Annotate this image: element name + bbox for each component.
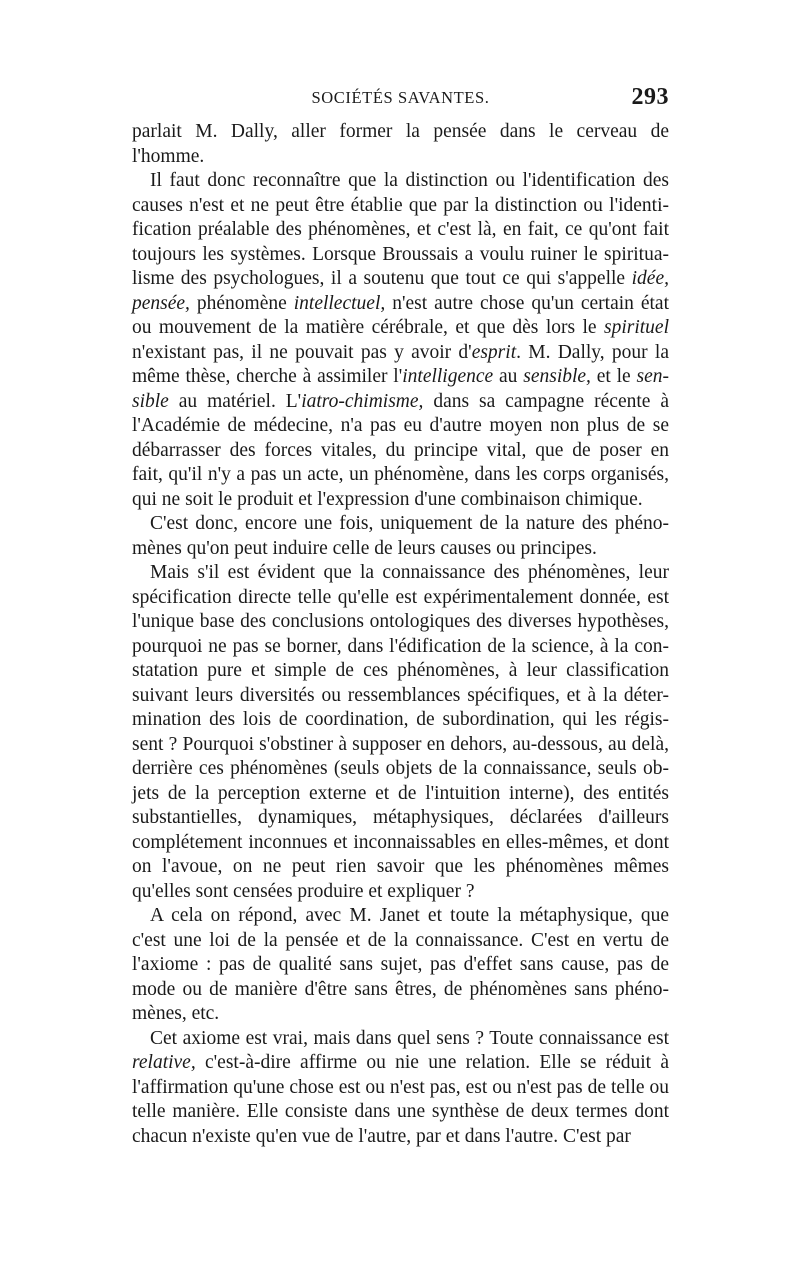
text-line: débarrasser des forces vitales, du principe vital, que de poser en — [132, 439, 669, 461]
text-line: fait, qu'il n'y a pas un acte, un phénomène, dans les corps organisés, — [132, 464, 669, 485]
text-line: l'unique base des conclusions ontologiques des diverses hypothèses, — [132, 611, 669, 632]
text-line: mènes qu'on peut induire celle de leurs causes ou principes. — [132, 537, 597, 559]
text-line: mènes, etc. — [132, 1003, 220, 1024]
book-page — [132, 84, 670, 1149]
text-line: relative, c'est-à-dire affirme ou nie une relation. Elle se réduit à — [132, 1052, 669, 1073]
text-line: A cela on répond, avec M. Janet et toute la métaphysique, que — [150, 905, 669, 926]
text-line: chacun n'existe qu'en vue de l'autre, par et dans l'autre. C'est par — [132, 1125, 631, 1147]
paragraph — [132, 561, 669, 904]
text-line: c'est une loi de la pensée et de la connaissance. C'est en vertu de — [132, 929, 669, 951]
paragraph — [132, 904, 669, 1027]
text-line: l'affirmation qu'une chose est ou n'est pas, est ou n'est pas de telle ou — [132, 1076, 669, 1098]
text-line: Il faut donc reconnaître que la distinction ou l'identification des — [150, 170, 669, 191]
text-line: toujours les systèmes. Lorsque Broussais a voulu ruiner le spiritua- — [132, 243, 669, 265]
text-line: Cet axiome est vrai, mais dans quel sens ? Toute connaissance est — [150, 1027, 669, 1049]
text-line: fication préalable des phénomènes, et c'est là, en fait, ce qu'ont fait — [132, 219, 669, 240]
text-line: jets de la perception externe et de l'intuition interne), des entités — [132, 782, 669, 804]
text-line: sible au matériel. L'iatro-chimisme, dans sa campagne récente à — [132, 390, 669, 412]
text-line: ou mouvement de la matière cérébrale, et que dès lors le spirituel — [132, 317, 669, 338]
text-line: sent ? Pourquoi s'obstiner à supposer en dehors, au-dessous, au delà, — [132, 733, 669, 755]
text-line: mination des lois de coordination, de subordination, qui les régis- — [132, 709, 669, 730]
text-line: mode ou de manière d'être sans êtres, de phénomènes sans phéno- — [132, 978, 669, 1000]
text-line: telle manière. Elle consiste dans une synthèse de deux termes dont — [132, 1101, 669, 1122]
running-title: SOCIÉTÉS SAVANTES. — [311, 88, 490, 107]
text-line: causes n'est et ne peut être établie que par la distinction ou l'identi- — [132, 194, 669, 216]
text-line: parlait M. Dally, aller former la pensée dans le cerveau de — [132, 121, 669, 142]
text-line: lisme des psychologues, il a soutenu que tout ce qui s'appelle idée, — [132, 268, 669, 289]
text-line: qui ne soit le produit et l'expression d'une combinaison chimique. — [132, 488, 643, 510]
paragraph — [132, 169, 669, 512]
running-head — [132, 84, 669, 116]
text-line: complétement inconnues et inconnaissables en elles-mêmes, et dont — [132, 831, 669, 853]
paragraph — [132, 1027, 669, 1150]
text-line: l'homme. — [132, 145, 205, 167]
text-line: Mais s'il est évident que la connaissance des phénomènes, leur — [150, 562, 669, 583]
page-number: 293 — [631, 84, 669, 110]
text-line: on l'avoue, on ne peut rien savoir que les phénomènes mêmes — [132, 856, 669, 877]
text-line: l'Académie de médecine, n'a pas eu d'autre moyen non plus de se — [132, 415, 669, 436]
text-line: derrière ces phénomènes (seuls objets de la connaissance, seuls ob- — [132, 758, 669, 779]
body-text — [132, 120, 669, 1149]
text-line: C'est donc, encore une fois, uniquement de la nature des phéno- — [150, 513, 669, 534]
text-line: statation pure et simple de ces phénomènes, à leur classification — [132, 660, 669, 681]
text-line: substantielles, dynamiques, métaphysiques, déclarées d'ailleurs — [132, 807, 669, 828]
text-line: spécification directe telle qu'elle est expérimentalement donnée, est — [132, 586, 669, 608]
text-line: pensée, phénomène intellectuel, n'est autre chose qu'un certain état — [132, 292, 669, 314]
text-line: pourquoi ne pas se borner, dans l'édification de la science, à la con- — [132, 635, 669, 657]
paragraph — [132, 512, 669, 561]
text-line: même thèse, cherche à assimiler l'intelligence au sensible, et le sen- — [132, 366, 670, 387]
paragraph — [132, 120, 669, 169]
text-line: n'existant pas, il ne pouvait pas y avoir d'esprit. M. Dally, pour la — [132, 341, 669, 363]
text-line: l'axiome : pas de qualité sans sujet, pas d'effet sans cause, pas de — [132, 954, 669, 975]
text-line: qu'elles sont censées produire et expliquer ? — [132, 880, 475, 902]
text-line: suivant leurs diversités ou ressemblances spécifiques, et à la déter- — [132, 684, 669, 706]
